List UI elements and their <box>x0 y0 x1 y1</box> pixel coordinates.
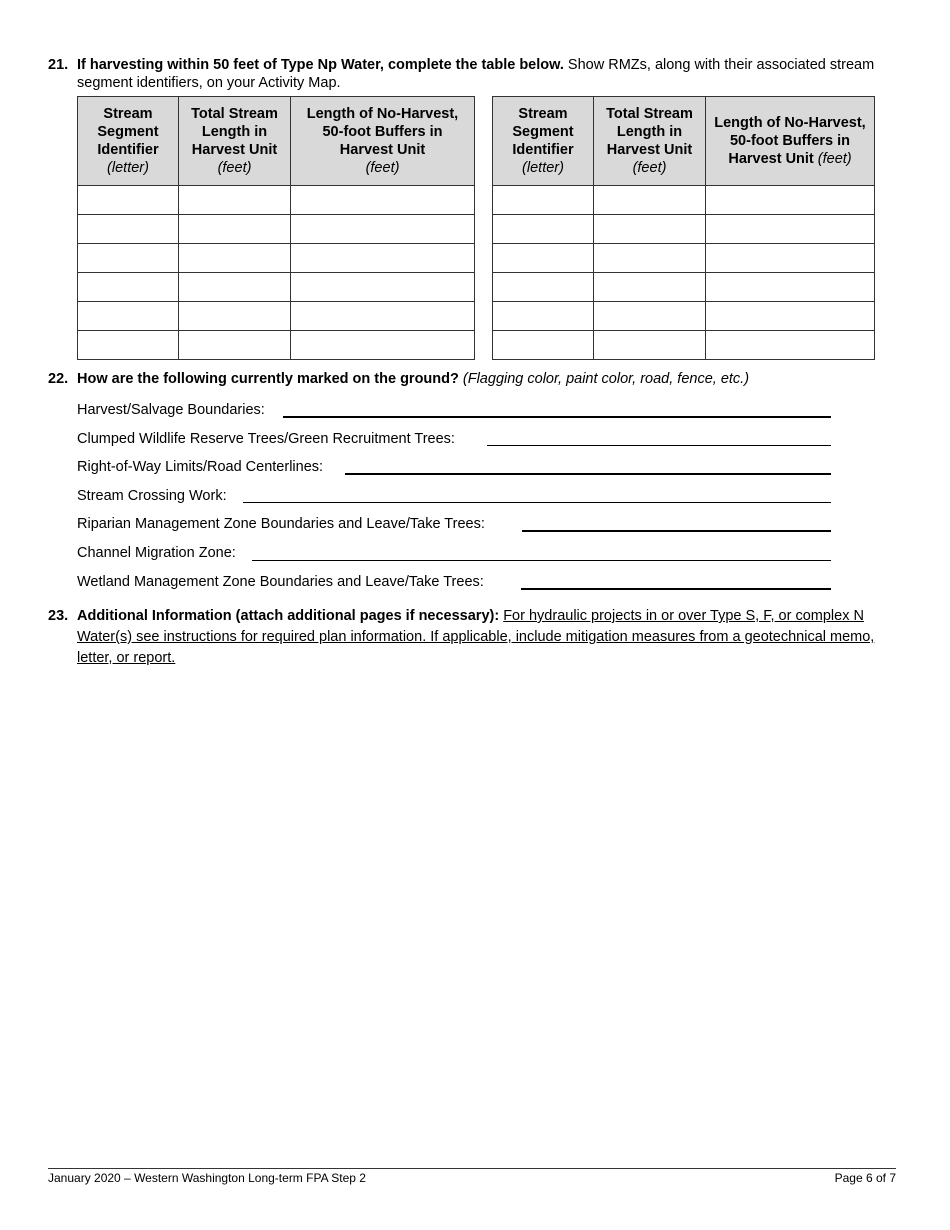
question-hint: (Flagging color, paint color, road, fence, etc.) <box>458 371 750 387</box>
table-row <box>78 331 475 360</box>
table-cell[interactable] <box>291 186 475 215</box>
question-text: Show RMZs, along with their associated stream segment identifiers, on your Activity Map. <box>77 57 875 91</box>
field-label: Wetland Management Zone Boundaries and Leave/Take Trees: <box>77 574 484 590</box>
question-title: How are the following currently marked on the ground? <box>77 371 459 387</box>
stream-table-right <box>492 96 875 360</box>
wmz-boundaries-input-line[interactable] <box>521 588 831 590</box>
table-cell[interactable] <box>179 273 291 302</box>
table-row <box>493 302 875 331</box>
stream-table-left <box>77 96 475 360</box>
question-number: 22. <box>48 371 69 387</box>
table-cell[interactable] <box>291 302 475 331</box>
col-header-segment: Stream Segment Identifier (letter) <box>78 97 179 186</box>
stream-crossing-input-line[interactable] <box>243 502 831 503</box>
field-label: Channel Migration Zone: <box>77 545 236 561</box>
right-of-way-input-line[interactable] <box>345 473 831 475</box>
table-cell[interactable] <box>179 186 291 215</box>
field-channel-migration <box>77 544 236 562</box>
question-title: Additional Information (attach additional pages if necessary): <box>77 608 500 624</box>
table-cell[interactable] <box>291 331 475 360</box>
field-label: Riparian Management Zone Boundaries and Leave/Take Trees: <box>77 516 485 532</box>
col-header-total-length: Total Stream Length in Harvest Unit (feet) <box>594 97 706 186</box>
question-21 <box>48 56 898 92</box>
table-cell[interactable] <box>594 273 706 302</box>
table-row <box>78 215 475 244</box>
table-row <box>78 273 475 302</box>
table-cell[interactable] <box>594 186 706 215</box>
field-label: Right-of-Way Limits/Road Centerlines: <box>77 459 324 475</box>
footer-form-title: January 2020 – Western Washington Long-term FPA Step 2 <box>48 1171 366 1185</box>
table-cell[interactable] <box>179 244 291 273</box>
field-label: Clumped Wildlife Reserve Trees/Green Recruitment Trees: <box>77 431 455 447</box>
field-stream-crossing <box>77 487 227 505</box>
table-row <box>493 273 875 302</box>
field-label: Harvest/Salvage Boundaries: <box>77 402 265 418</box>
question-22 <box>48 370 898 388</box>
table-cell[interactable] <box>78 244 179 273</box>
field-wildlife-reserve-trees <box>77 430 455 448</box>
wildlife-reserve-trees-input-line[interactable] <box>487 445 831 446</box>
table-cell[interactable] <box>493 302 594 331</box>
table-cell[interactable] <box>179 331 291 360</box>
table-cell[interactable] <box>493 215 594 244</box>
table-row <box>493 331 875 360</box>
table-cell[interactable] <box>706 273 875 302</box>
table-cell[interactable] <box>594 331 706 360</box>
table-row <box>493 244 875 273</box>
table-cell[interactable] <box>179 302 291 331</box>
field-label: Stream Crossing Work: <box>77 488 227 504</box>
table-cell[interactable] <box>594 302 706 331</box>
question-number: 21. <box>48 57 69 73</box>
rmz-boundaries-input-line[interactable] <box>522 530 831 532</box>
col-header-buffer-length: Length of No-Harvest, 50-foot Buffers in Harvest Unit (feet) <box>706 97 875 186</box>
table-cell[interactable] <box>291 244 475 273</box>
channel-migration-input-line[interactable] <box>252 560 831 561</box>
table-cell[interactable] <box>706 215 875 244</box>
table-row <box>493 215 875 244</box>
table-cell[interactable] <box>493 331 594 360</box>
field-rmz-boundaries <box>77 515 485 533</box>
table-cell[interactable] <box>706 244 875 273</box>
harvest-boundaries-input-line[interactable] <box>283 416 831 418</box>
question-23 <box>48 606 898 669</box>
table-cell[interactable] <box>706 186 875 215</box>
table-cell[interactable] <box>291 273 475 302</box>
question-title: If harvesting within 50 feet of Type Np Water, complete the table below. <box>77 57 564 73</box>
table-row <box>78 302 475 331</box>
table-cell[interactable] <box>179 215 291 244</box>
question-number: 23. <box>48 608 69 624</box>
table-cell[interactable] <box>78 215 179 244</box>
table-cell[interactable] <box>78 273 179 302</box>
question-instructions: For hydraulic projects in or over Type S, F, or complex N Water(s) see instructions for required plan information. If applicable, include mitigation measures from a geotechnical memo, letter, or report. <box>77 608 875 666</box>
col-header-total-length: Total Stream Length in Harvest Unit (feet) <box>179 97 291 186</box>
col-header-buffer-length: Length of No-Harvest, 50-foot Buffers in Harvest Unit (feet) <box>291 97 475 186</box>
table-cell[interactable] <box>493 244 594 273</box>
table-cell[interactable] <box>594 215 706 244</box>
field-harvest-boundaries <box>77 401 265 419</box>
table-row <box>78 244 475 273</box>
table-cell[interactable] <box>706 331 875 360</box>
footer-divider <box>48 1168 896 1169</box>
field-right-of-way <box>77 458 323 476</box>
field-wmz-boundaries <box>77 573 484 591</box>
table-row <box>493 186 875 215</box>
table-cell[interactable] <box>78 302 179 331</box>
table-cell[interactable] <box>493 273 594 302</box>
table-cell[interactable] <box>78 331 179 360</box>
footer-page-number: Page 6 of 7 <box>834 1171 896 1185</box>
table-cell[interactable] <box>78 186 179 215</box>
table-cell[interactable] <box>291 215 475 244</box>
col-header-segment: Stream Segment Identifier (letter) <box>493 97 594 186</box>
table-cell[interactable] <box>594 244 706 273</box>
table-cell[interactable] <box>493 186 594 215</box>
table-row <box>78 186 475 215</box>
table-cell[interactable] <box>706 302 875 331</box>
